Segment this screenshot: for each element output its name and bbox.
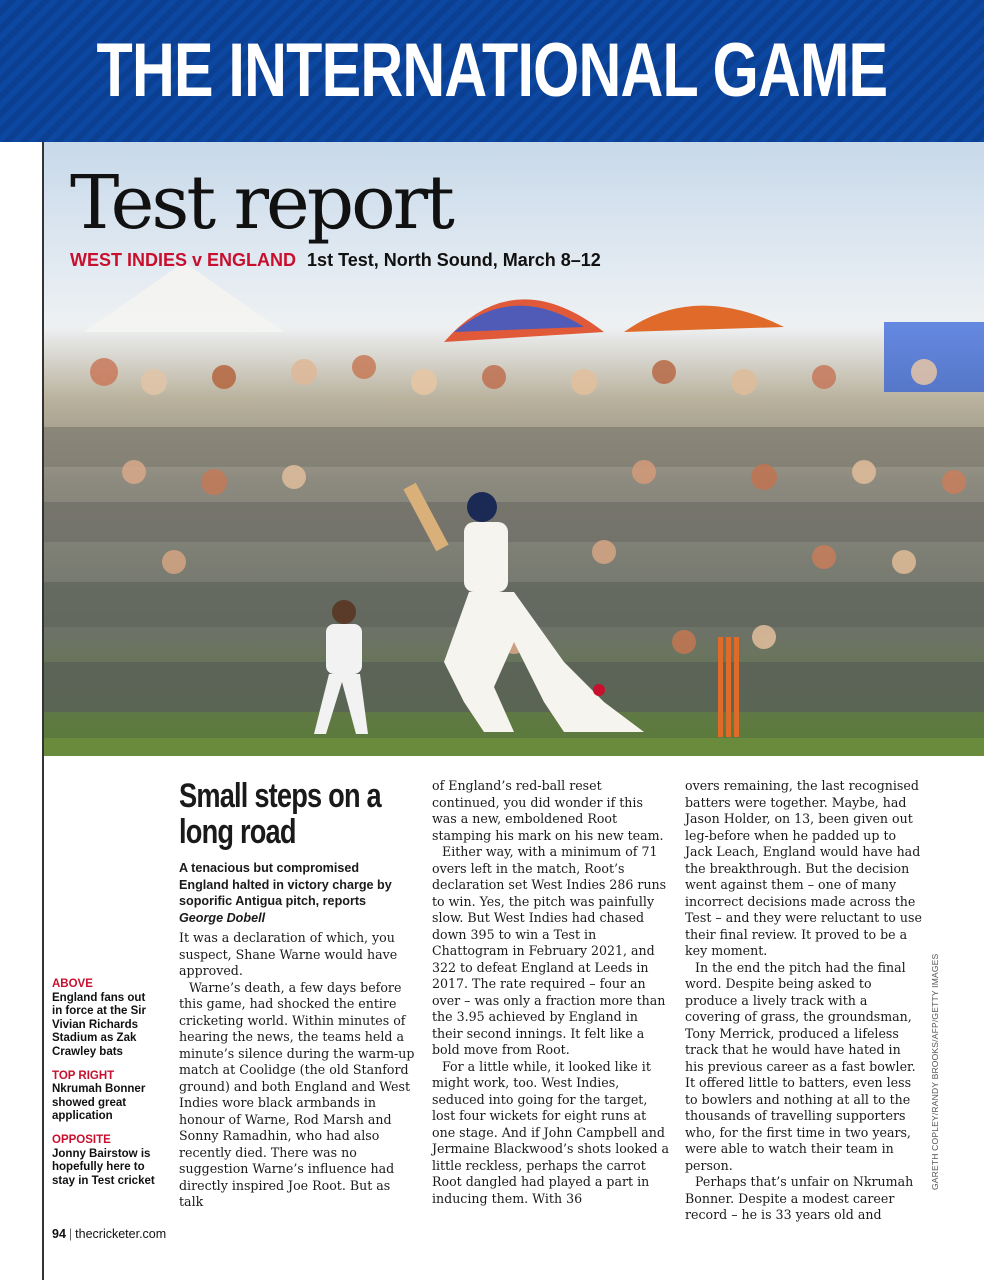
- body-paragraph: of England’s red-ball reset continued, you did wonder if this was a new, emboldened Root stamping his mark on his new team.: [432, 778, 664, 843]
- match-teams: WEST INDIES v ENGLAND: [70, 250, 297, 270]
- body-column-3: [685, 778, 923, 1224]
- body-paragraph: overs remaining, the last recognised batters were together. Maybe, had Jason Holder, on 13, been given out leg-before when he padded up to Jack Leach, England would have had the breakthrough. But the decision went against them – one of many incorrect decisions made across the Test – and they were reluctant to use their final review. It proved to be a key moment.: [685, 778, 922, 958]
- folio-separator: |: [68, 1227, 73, 1241]
- page-headline: Test report: [70, 160, 452, 246]
- body-paragraph: Warne’s death, a few days before this game, had shocked the entire cricketing world. Within minutes of hearing the news, the teams held a minute’s silence during the warm-up match at Coolidge (the old Stanford ground) and both England and West Indies wore black armbands in honour of Warne, Rod Marsh and Sonny Ramadhin, who had also recently died. There was no suggestion Warne’s influence had directly inspired Joe Root. But as talk: [179, 979, 415, 1209]
- photo-captions: [52, 978, 156, 1198]
- caption-label: ABOVE: [52, 978, 93, 990]
- caption-label: TOP RIGHT: [52, 1069, 115, 1082]
- caption-label: OPPOSITE: [52, 1133, 111, 1146]
- folio: [52, 1227, 166, 1241]
- standfirst-text: A tenacious but compromised England halted in victory charge by soporific Antigua pitch, reports: [179, 861, 392, 908]
- story-title: Small steps on a long road: [179, 777, 381, 851]
- body-paragraph: Either way, with a minimum of 71 overs left in the match, Root’s declaration set West Indies 286 runs to win. Yes, the pitch was painfully slow. But West Indies had chased down 395 to win a Test in Chattogram in February 2021, and 322 to defeat England at Leeds in 2017. The rate required – four an over – was only a fraction more than the 3.95 achieved by England in their second innings. It felt like a bold move from Root.: [432, 844, 667, 1057]
- photo-credit: GARETH COPLEY/RANDY BROOKS/AFP/GETTY IMAGES: [930, 953, 940, 1190]
- body-paragraph: In the end the pitch had the final word. Despite being asked to produce a lively track with a covering of grass, the groundsman, Tony Merrick, produced a lifeless track that he would have hated in his previous career as a fast bowler. It offered little to batters, even less to bowlers and nothing at all to the thousands of travelling supporters who, for the first time in two years, were able to watch their team in person.: [685, 959, 916, 1173]
- body-column-2: [432, 778, 670, 1207]
- body-column-1: [179, 930, 415, 1211]
- match-info: [70, 250, 601, 271]
- body-paragraph: For a little while, it looked like it might work, too. West Indies, seduced into going for the target, lost four wickets for eight runs at one stage. And if John Campbell and Jermaine Blackwood’s shots looked a little reckless, perhaps the carrot Root dangled had played a part in inducing them. With 36: [432, 1058, 670, 1206]
- match-detail: 1st Test, North Sound, March 8–12: [307, 250, 601, 270]
- caption-text: Jonny Bairstow is hopefully here to stay in Test cricket: [52, 1147, 155, 1187]
- standfirst-author: George Dobell: [179, 910, 266, 925]
- body-paragraph: It was a declaration of which, you suspect, Shane Warne would have approved.: [179, 930, 398, 978]
- caption-text: Nkrumah Bonner showed great application: [52, 1083, 146, 1123]
- site-link[interactable]: thecricketer.com: [75, 1227, 167, 1241]
- standfirst: [179, 860, 411, 926]
- body-paragraph: Perhaps that’s unfair on Nkrumah Bonner. Despite a modest career record – he is 33 years old and: [685, 1174, 914, 1222]
- caption-text: England fans out in force at the Sir Vivian Richards Stadium as Zak Crawley bats: [52, 991, 146, 1058]
- section-title: THE INTERNATIONAL GAME: [96, 28, 888, 113]
- page-number: 94: [52, 1227, 66, 1241]
- section-banner: [0, 0, 984, 142]
